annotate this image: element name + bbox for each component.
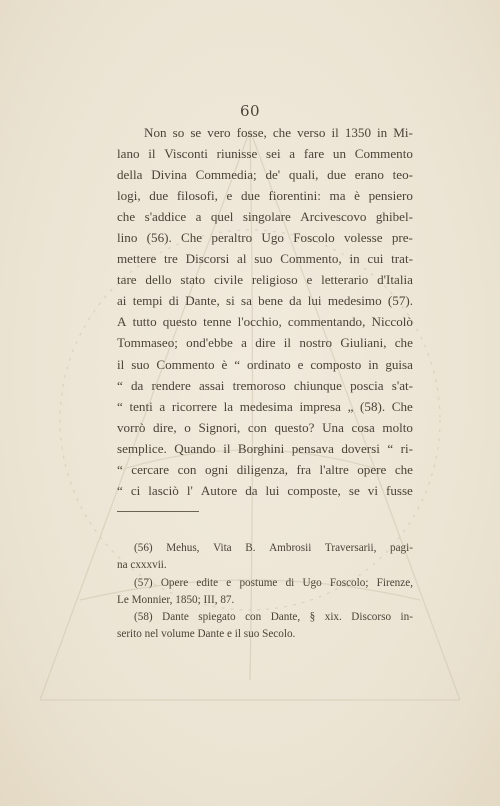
footnote-line: Le Monnier, 1850; III, 87. <box>117 593 235 606</box>
text-line: che s'addice a quel singolare Arcivescovo ghibel- <box>117 209 413 225</box>
text-line: “ ci lasciò l' Autore da lui composte, se vi fusse <box>117 482 413 498</box>
footnote-line: (57) Opere edite e postume di Ugo Foscolo; Firenze, <box>134 576 413 589</box>
text-line: lano il Visconti riunisse sei a fare un Commento <box>117 146 413 162</box>
text-line: della Divina Commedia; de' quali, due erano teo- <box>117 167 413 183</box>
page-number: 60 <box>239 102 261 120</box>
text-line: ai tempi di Dante, si sa bene da lui medesimo (57). <box>117 293 413 309</box>
text-line: “ tenti a ricorrere la medesima impresa „ (58). Che <box>117 398 413 414</box>
text-line: Non so se vero fosse, che verso il 1350 in Mi- <box>144 125 413 140</box>
text-line: vorrò dire, o Signori, con questo? Una cosa molto <box>117 419 413 435</box>
text-line: tare dello stato civile religioso e letterario d'Italia <box>117 272 413 288</box>
text-line: “ da rendere assai tremoroso chiunque poscia s'at- <box>117 377 413 393</box>
footnote-line: (56) Mehus, Vita B. Ambrosii Traversarii, pagi- <box>134 542 413 554</box>
text-line: “ cercare con ogni diligenza, fra l'altre opere che <box>117 461 413 477</box>
body-text <box>117 122 413 501</box>
footnote-line: (58) Dante spiegato con Dante, § xix. Discorso in- <box>134 611 413 624</box>
footnote-line: na cxxxvii. <box>117 559 167 572</box>
text-line: Tommaseo; ond'ebbe a dire il nostro Giuliani, che <box>117 335 413 351</box>
text-line: A tutto questo tenne l'occhio, commentando, Niccolò <box>117 314 413 330</box>
text-line: logi, due filosofi, e due fiorentini: ma è pensiero <box>117 188 413 204</box>
footnote-line: serito nel volume Dante e il suo Secolo. <box>117 628 296 641</box>
text-line: semplice. Quando il Borghini pensava doversi “ ri- <box>117 440 413 456</box>
text-line: lino (56). Che peraltro Ugo Foscolo volesse pre- <box>117 230 413 246</box>
text-line: il suo Commento è “ ordinato e composto in guisa <box>117 356 413 372</box>
footnotes <box>117 540 413 644</box>
text-line: mettere tre Discorsi al suo Commento, in cui trat- <box>117 251 413 267</box>
footnote-divider <box>117 511 199 512</box>
